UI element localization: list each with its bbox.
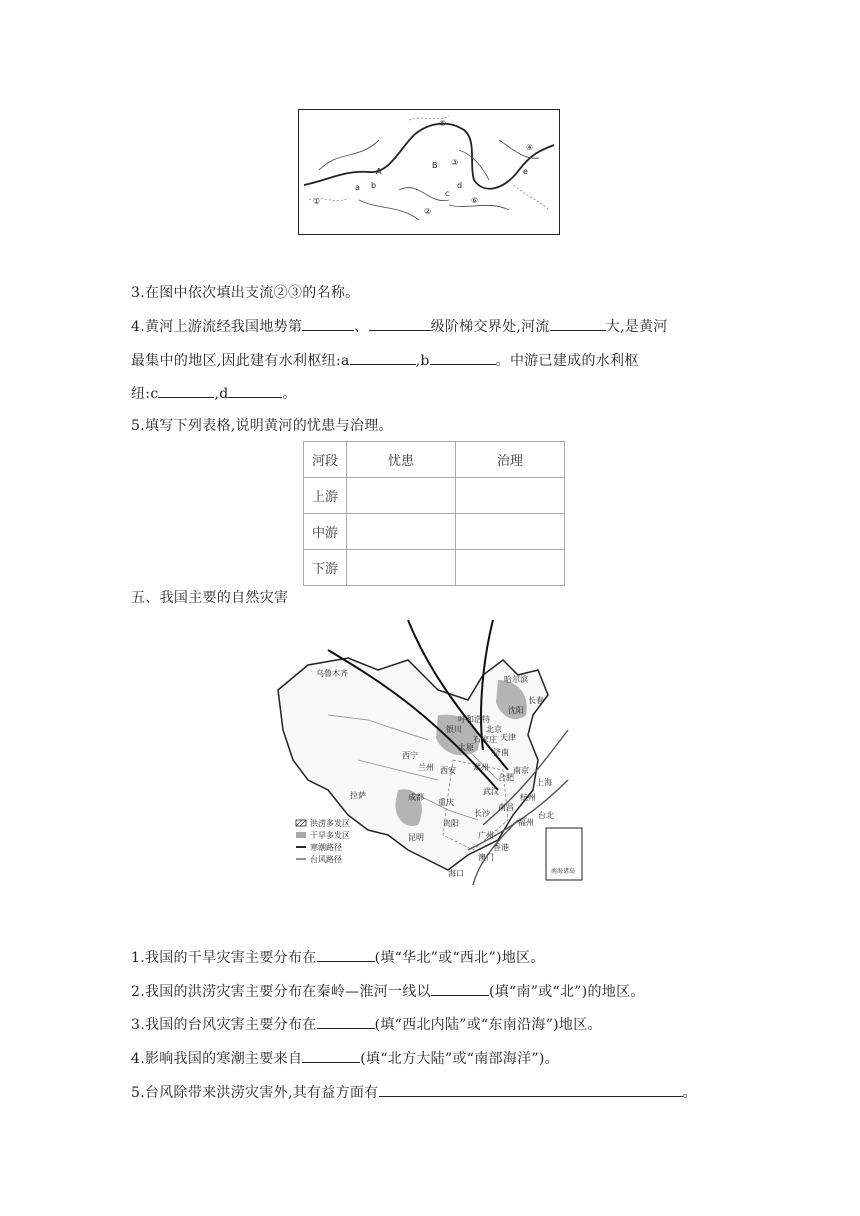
map1-label-6: ⑥ (471, 196, 479, 205)
city-urumqi: 乌鲁木齐 (316, 669, 348, 678)
q4-text-3: 级阶梯交界处,河流 (430, 319, 550, 335)
row-label: 上游 (304, 478, 347, 514)
city-guiyang: 贵阳 (443, 819, 459, 828)
dq5-post: 。 (682, 1085, 697, 1101)
map1-label-2: ② (424, 207, 432, 216)
table-row (304, 514, 565, 550)
dq1-pre: 1.我国的干旱灾害主要分布在 (131, 950, 317, 966)
city-taiyuan: 太原 (458, 743, 474, 752)
map1-label-5: ⑤ (439, 119, 447, 128)
city-shenyang: 沈阳 (508, 706, 524, 715)
question-4-line2 (131, 350, 639, 371)
city-nanjing: 南京 (513, 766, 529, 775)
row-label: 中游 (304, 514, 347, 550)
dq4-post: (填“北方大陆”或“南部海洋”)。 (360, 1051, 559, 1067)
city-wuhan: 武汉 (483, 787, 499, 796)
q4-blank-3[interactable] (550, 316, 606, 331)
dq1-blank[interactable] (317, 947, 375, 962)
header-problem: 忧患 (347, 442, 456, 478)
answer-cell[interactable] (347, 550, 456, 586)
dq5-blank[interactable] (379, 1082, 683, 1097)
dq4-pre: 4.影响我国的寒潮主要来自 (131, 1051, 303, 1067)
disaster-map-drawing (268, 620, 588, 886)
legend-drought: 干旱多发区 (310, 831, 350, 840)
dq3-post: (填“西北内陆”或“东南沿海”)地区。 (374, 1017, 602, 1033)
dq2-post: (填“南”或“北”)的地区。 (488, 984, 645, 1000)
city-xian: 西安 (440, 766, 456, 775)
city-taipei: 台北 (538, 811, 554, 820)
city-shijiazhuang: 石家庄 (473, 735, 497, 744)
city-chengdu: 成都 (408, 793, 424, 802)
q4-blank-d[interactable] (228, 383, 282, 398)
answer-cell[interactable] (347, 478, 456, 514)
city-harbin: 哈尔滨 (504, 675, 528, 684)
disaster-question-5 (131, 1082, 697, 1103)
city-lanzhou: 兰州 (418, 763, 434, 772)
city-haikou: 海口 (448, 869, 464, 878)
answer-cell[interactable] (456, 550, 565, 586)
question-4-line1 (131, 316, 668, 337)
answer-cell[interactable] (347, 514, 456, 550)
q4-text-6: ,b (415, 353, 430, 369)
inset-label: 南海诸岛 (551, 868, 576, 875)
question-5: 5.填写下列表格,说明黄河的忧患与治理。 (131, 418, 393, 434)
row-label: 下游 (304, 550, 347, 586)
dq4-blank[interactable] (302, 1048, 360, 1063)
q4-text-7: 。中游已建成的水利枢 (495, 353, 639, 369)
map1-label-1: ① (313, 197, 321, 206)
dq3-pre: 3.我国的台风灾害主要分布在 (131, 1017, 317, 1033)
map1-label-a: a (355, 183, 360, 192)
q4-text-5: 最集中的地区,因此建有水利枢纽:a (131, 353, 350, 369)
disaster-question-1 (131, 947, 545, 968)
q4-text-10: 。 (282, 386, 297, 402)
city-hohhot: 呼和浩特 (458, 715, 490, 724)
dq2-blank[interactable] (431, 981, 489, 996)
city-macau: 澳门 (478, 853, 494, 862)
legend-flood: 洪涝多发区 (310, 819, 350, 828)
question-4-line3 (131, 383, 297, 404)
city-hefei: 合肥 (498, 773, 514, 782)
city-nanchang: 南昌 (498, 803, 514, 812)
map1-label-b: b (371, 181, 377, 190)
dq1-post: (填“华北”或“西北”)地区。 (374, 950, 545, 966)
yellow-river-map-drawing (299, 110, 558, 233)
disaster-question-2 (131, 981, 645, 1002)
city-yinchuan: 银川 (446, 725, 462, 734)
city-hangzhou: 杭州 (520, 793, 536, 802)
city-guangzhou: 广州 (478, 831, 494, 840)
map1-label-d: d (457, 181, 463, 190)
city-tianjin: 天津 (500, 733, 516, 742)
city-changsha: 长沙 (474, 809, 490, 818)
q4-blank-b[interactable] (430, 350, 496, 365)
city-changchun: 长春 (528, 696, 544, 705)
q4-text-4: 大,是黄河 (605, 319, 668, 335)
map1-label-e: e (523, 167, 528, 176)
yellow-river-map (298, 109, 560, 235)
q4-blank-1[interactable] (302, 316, 354, 331)
map1-label-B: B (432, 161, 438, 170)
table-header-row (304, 442, 565, 478)
map-legend (296, 818, 350, 864)
question-3: 3.在图中依次填出支流②③的名称。 (131, 285, 360, 301)
city-xining: 西宁 (402, 751, 418, 760)
q4-blank-2[interactable] (369, 316, 431, 331)
answer-cell[interactable] (456, 478, 565, 514)
city-shanghai: 上海 (536, 778, 552, 787)
header-section: 河段 (304, 442, 347, 478)
disaster-map (268, 620, 588, 886)
q4-blank-a[interactable] (350, 350, 416, 365)
city-lhasa: 拉萨 (350, 791, 366, 800)
section-title: 五、我国主要的自然灾害 (131, 590, 289, 606)
city-chongqing: 重庆 (438, 798, 454, 807)
legend-cold-wave: 寒潮路径 (310, 843, 342, 852)
city-hongkong: 香港 (493, 843, 509, 852)
header-solution: 治理 (456, 442, 565, 478)
map1-label-c: c (445, 189, 450, 198)
q4-text-8: 纽:c (131, 386, 159, 402)
map1-label-3: ③ (451, 158, 459, 167)
q4-text-1: 4.黄河上游流经我国地势第 (131, 319, 303, 335)
q4-blank-c[interactable] (158, 383, 214, 398)
city-fuzhou: 福州 (518, 818, 534, 827)
map1-label-A: A (376, 167, 382, 176)
map1-label-4: ④ (526, 143, 534, 152)
dq5-pre: 5.台风除带来洪涝灾害外,其有益方面有 (131, 1085, 379, 1101)
dq3-blank[interactable] (317, 1014, 375, 1029)
city-beijing: 北京 (486, 725, 502, 734)
legend-typhoon: 台风路径 (310, 855, 342, 864)
table-row (304, 478, 565, 514)
yellow-river-table (303, 441, 565, 586)
disaster-question-3 (131, 1014, 602, 1035)
disaster-question-4 (131, 1048, 559, 1069)
city-kunming: 昆明 (408, 833, 424, 842)
q4-text-9: ,d (214, 386, 229, 402)
answer-cell[interactable] (456, 514, 565, 550)
q4-text-2: 、 (354, 319, 369, 335)
table-row (304, 550, 565, 586)
city-zhengzhou: 郑州 (473, 763, 489, 772)
city-jinan: 济南 (493, 748, 509, 757)
dq2-pre: 2.我国的洪涝灾害主要分布在秦岭—淮河一线以 (131, 984, 431, 1000)
